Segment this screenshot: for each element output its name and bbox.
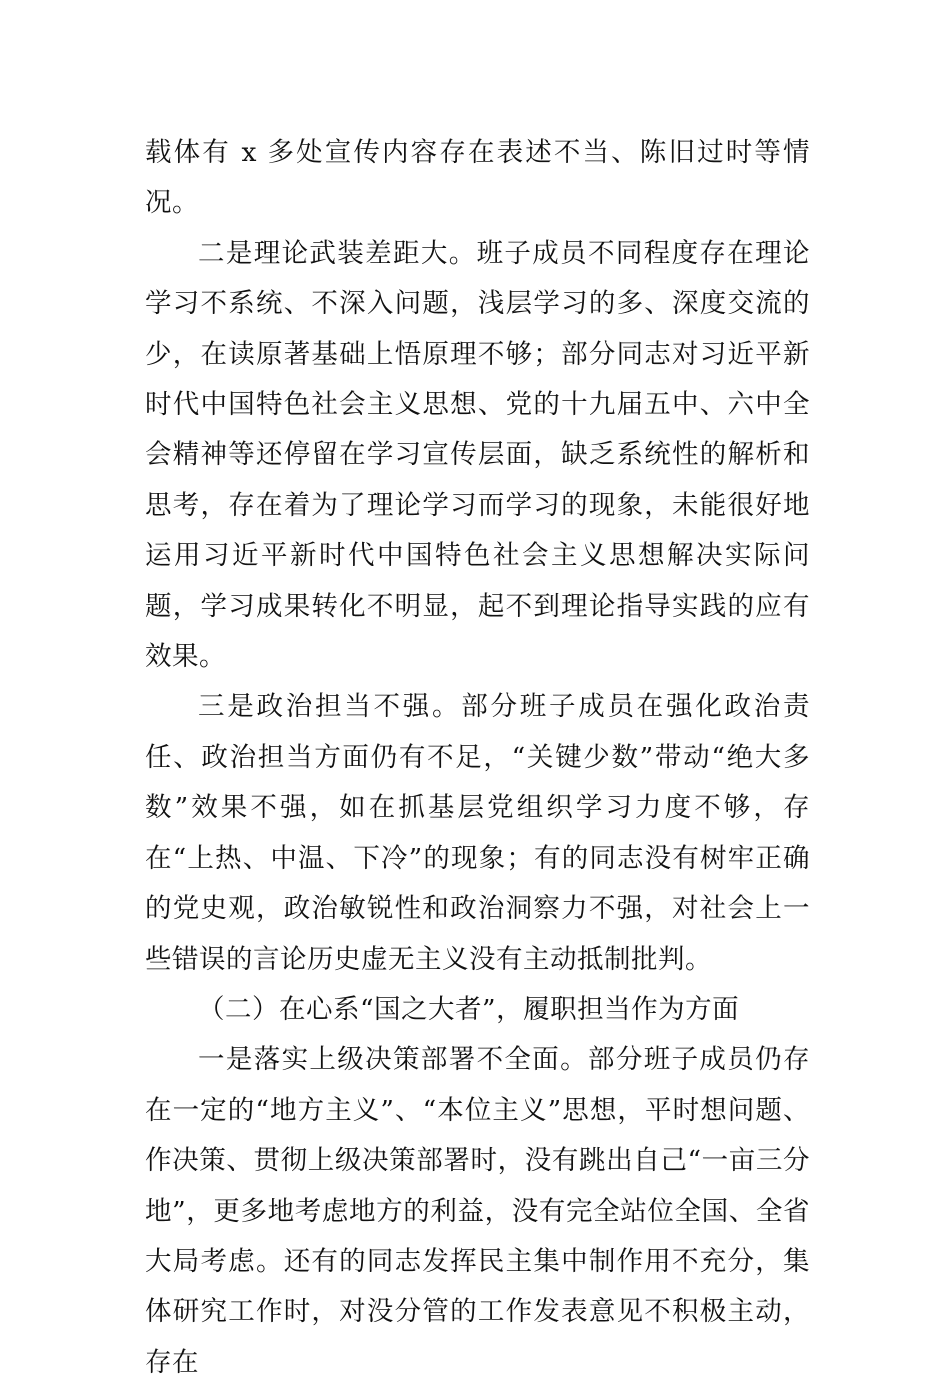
paragraph-political-responsibility: 三是政治担当不强。部分班子成员在强化政治责任、政治担当方面仍有不足，“关键少数”带动“绝大多数”效果不强，如在抓基层党组织学习力度不够，存在“上热、中温、下冷”的现象；有的同志没有树牢正确的党史观，政治敏锐性和政治洞察力不强，对社会上一些错误的言论历史虚无主义没有主动抵制批判。 bbox=[145, 691, 810, 975]
paragraph-implementation: 一是落实上级决策部署不全面。部分班子成员仍存在一定的“地方主义”、“本位主义”思想，平时想问题、作决策、贯彻上级决策部署时，没有跳出自己“一亩三分地”，更多地考虑地方的利益，没有完全站位全国、全省大局考虑。还有的同志发挥民主集中制作用不充分，集体研究工作时，对没分管的工作发表意见不积极主动，存在 bbox=[145, 1044, 810, 1378]
paragraph-continuation: 载体有 x 多处宣传内容存在表述不当、陈旧过时等情况。 bbox=[145, 137, 810, 219]
section-heading: （二）在心系“国之大者”，履职担当作为方面 bbox=[198, 993, 740, 1025]
document-body bbox=[145, 128, 810, 1388]
paragraph-theory-gap: 二是理论武装差距大。班子成员不同程度存在理论学习不系统、不深入问题，浅层学习的多、深度交流的少，在读原著基础上悟原理不够；部分同志对习近平新时代中国特色社会主义思想、党的十九届五中、六中全会精神等还停留在学习宣传层面，缺乏系统性的解析和思考，存在着为了理论学习而学习的现象，未能很好地运用习近平新时代中国特色社会主义思想解决实际问题，学习成果转化不明显，起不到理论指导实践的应有效果。 bbox=[145, 237, 810, 673]
